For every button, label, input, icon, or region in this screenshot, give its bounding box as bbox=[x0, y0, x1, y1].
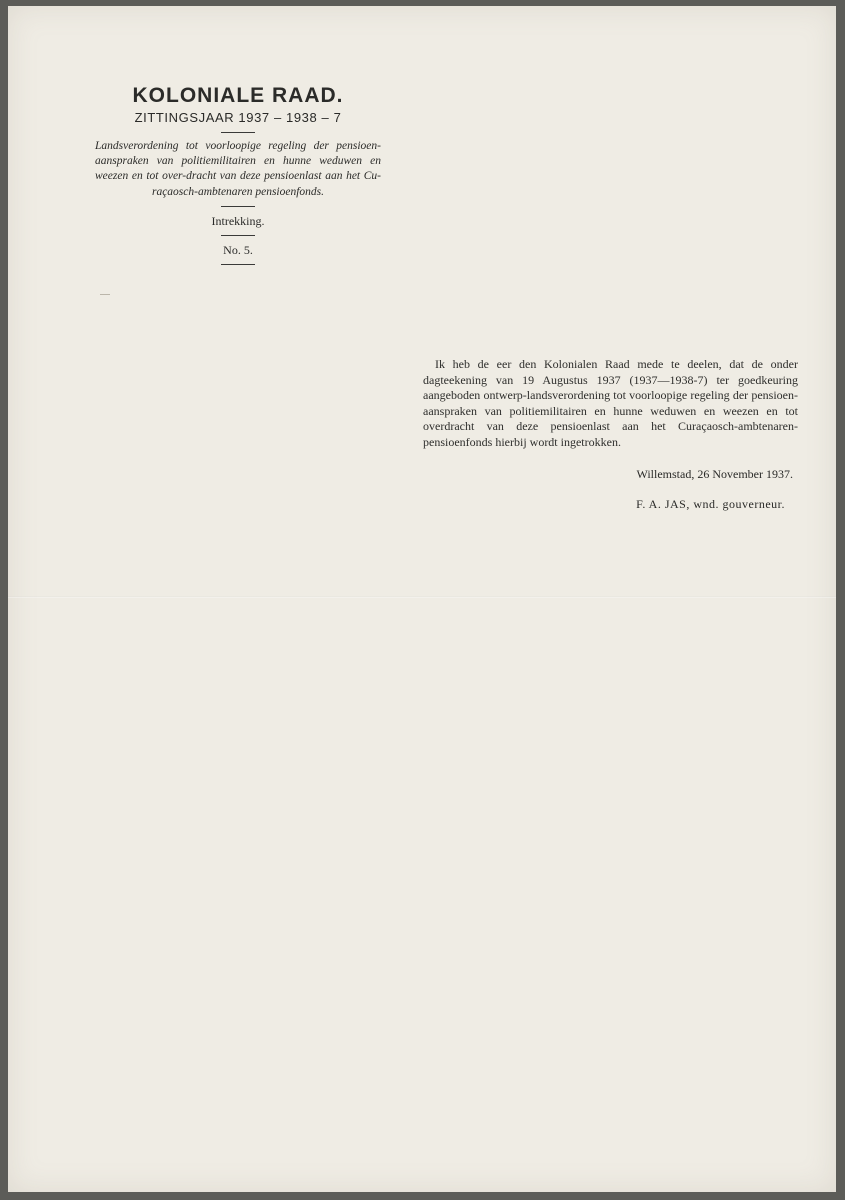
section-label: Intrekking. bbox=[211, 213, 265, 228]
place-date: Willemstad, 26 November 1937. bbox=[636, 467, 793, 481]
divider bbox=[221, 264, 255, 265]
divider bbox=[221, 235, 255, 236]
paper-mark bbox=[100, 294, 110, 295]
document-number: No. 5. bbox=[223, 242, 253, 257]
divider bbox=[221, 132, 255, 133]
council-title: KOLONIALE RAAD. bbox=[132, 84, 344, 107]
divider bbox=[221, 206, 255, 207]
paper-fold bbox=[8, 596, 836, 598]
letter-body: Ik heb de eer den Kolonialen Raad mede te deelen, dat de onder dagteekening van 19 Augustus 1937 (1937—1938-7) ter goedkeuring aangeboden ontwerp-landsverordening tot voorloopige regeling der pensioen-aanspraken van politiemilitairen en hunne weduwen en weezen en tot overdracht van deze pensioenlast aan het Curaçaosch-ambtenaren-pensioenfonds hierbij wordt ingetrokken. bbox=[423, 357, 798, 449]
signature-line: F. A. JAS, wnd. gouverneur. bbox=[636, 497, 785, 511]
session-year: ZITTINGSJAAR 1937 – 1938 – 7 bbox=[134, 110, 342, 125]
ordinance-subject: Landsverordening tot voorloopige regeling der pensioen-aanspraken van politiemilitairen en hunne weduwen en weezen en tot over-dracht van deze pensioenlast aan het Cu-raçaosch-ambtenaren pensioenfonds. bbox=[95, 140, 381, 198]
document-header bbox=[78, 84, 398, 271]
document-page bbox=[8, 6, 836, 1192]
